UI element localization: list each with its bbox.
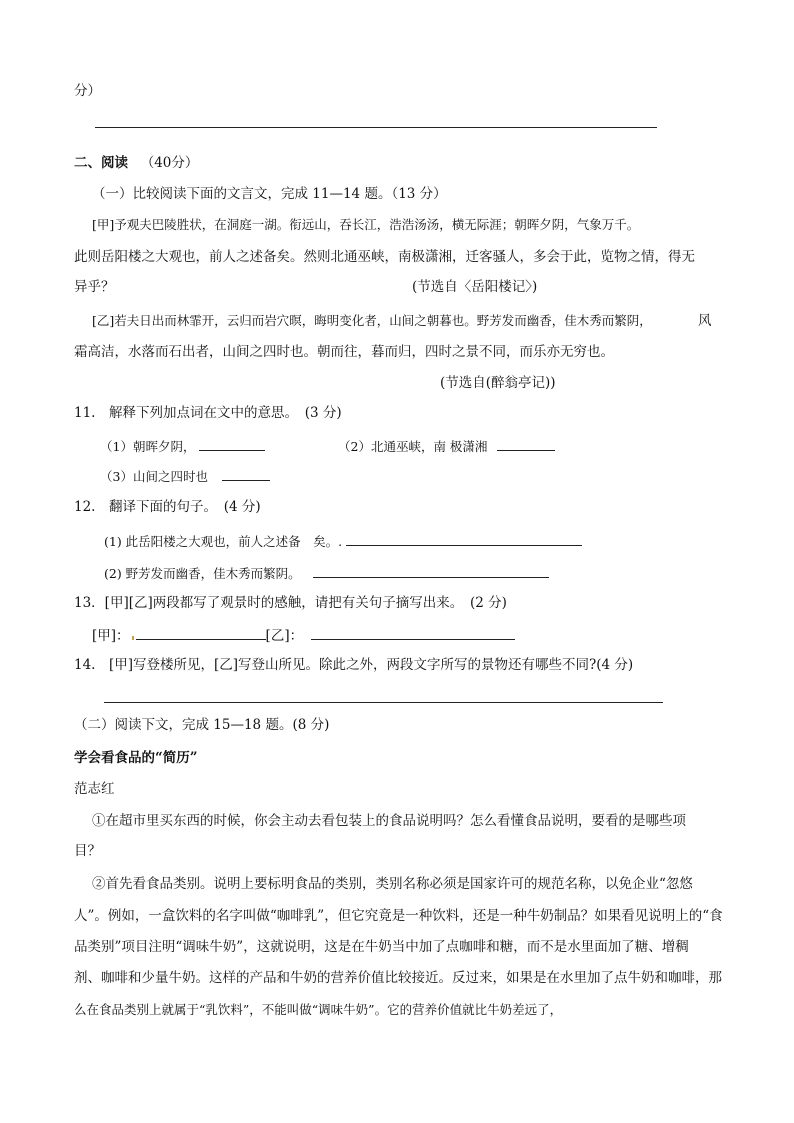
question-13-answers [92,625,515,645]
paragraph-1-line2: 目？ [74,843,101,859]
paragraph-2-line4: 剂、咖啡和少量牛奶。这样的产品和牛奶的营养价值比较接近。反过来，如果是在水里加了点牛奶和咖啡，那 [74,970,722,986]
answer-line [95,127,657,128]
question-11-item-2 [338,436,555,456]
jia-source: (节选自〈岳阳楼记〉) [412,279,538,295]
part2-intro: （二）阅读下文，完成 15—18 题。(8 分) [74,717,330,733]
article-author: 范志红 [74,781,115,797]
blank-line [136,625,266,640]
blank-line [222,466,270,481]
blank-line [346,531,582,546]
question-13-stem: 13．[甲][乙]两段都写了观景时的感触，请把有关句子摘写出来。 (2 分) [74,595,507,611]
item-text: （2）北通巫峡，南 极潇湘 [338,439,488,454]
article-title: 学会看食品的“简历” [74,750,198,766]
question-12-stem: 12. 翻译下面的句子。 (4 分) [74,499,261,515]
question-12-item-2 [104,563,549,583]
question-14-stem: 14. [甲]写登楼所见，[乙]写登山所见。除此之外，两段文字所写的景物还有哪些不同?(4 分) [74,657,634,673]
blank-line [497,436,555,451]
item-text: (2) 野芳发而幽香，佳木秀而繁阴。 [104,566,301,581]
item-text: （1）朝晖夕阴， [100,439,196,454]
jia-text-line2: 此则岳阳楼之大观也，前人之述备矣。然则北通巫峡，南极潇湘，迁客骚人，多会于此，览物之情，得无 [74,249,695,265]
jia-text-line3: 异乎？ [74,279,115,295]
question-11-item-3 [100,466,270,486]
blank-line [311,625,515,640]
paragraph-2-line3: 品类别”项目注明“调味牛奶”，这就说明，这是在牛奶当中加了点咖啡和糖，而不是水里面加了糖、增稠 [74,939,689,955]
yi-source: (节选自(醉翁亭记)) [440,375,556,391]
jia-text-line1: [甲]予观夫巴陵胜状，在洞庭一湖。衔远山，吞长江，浩浩汤汤，横无际涯；朝晖夕阴，气象万千。 [92,217,640,232]
mark [132,636,134,640]
yi-text-line1: [乙]若夫日出而林霏开，云归而岩穴暝，晦明变化者，山间之朝暮也。野芳发而幽香，佳木秀而繁阴， [92,313,652,328]
item-text: （3）山间之四时也 [100,469,208,484]
section-score: （40分） [140,155,199,171]
section-title: 二、阅读 [74,155,128,171]
yi-text-line2: 霜高洁，水落而石出者，山间之四时也。朝而往，暮而归，四时之景不同，而乐亦无穷也。 [74,344,614,360]
answer-line [104,702,663,703]
question-12-item-1 [104,531,582,551]
paragraph-2-line5: 么在食品类别上就属于“乳饮料”，不能叫做“调味牛奶”。它的营养价值就比牛奶差远了， [74,1002,563,1017]
blank-line [313,563,549,578]
blank-line [199,436,265,451]
paragraph-2-line1: ②首先看食品类别。说明上要标明食品的类别，类别名称必须是国家许可的规范名称，以免企业“忽悠 [92,876,693,892]
section-heading [74,154,198,172]
yi-text-line1-end: 风 [698,313,712,329]
previous-question-score-tail: 分） [74,83,101,99]
part1-intro: （一）比较阅读下面的文言文，完成 11—14 题。（13 分） [92,186,447,202]
question-11-item-1 [100,436,265,456]
jia-label: [甲]： [92,628,130,644]
paragraph-1-line1: ①在超市里买东西的时候，你会主动去看包装上的食品说明吗？怎么看懂食品说明，要看的是哪些项 [92,813,686,829]
paragraph-2-line2: 人”。例如，一盒饮料的名字叫做“咖啡乳”，但它究竟是一种饮料，还是一种牛奶制品？如果看见说明上的“食 [74,908,723,924]
question-11-stem: 11. 解释下列加点词在文中的意思。 (3 分) [74,405,342,421]
yi-label: [乙]： [265,628,304,644]
item-text: (1) 此岳阳楼之大观也，前人之述备 矣。. [104,534,343,549]
